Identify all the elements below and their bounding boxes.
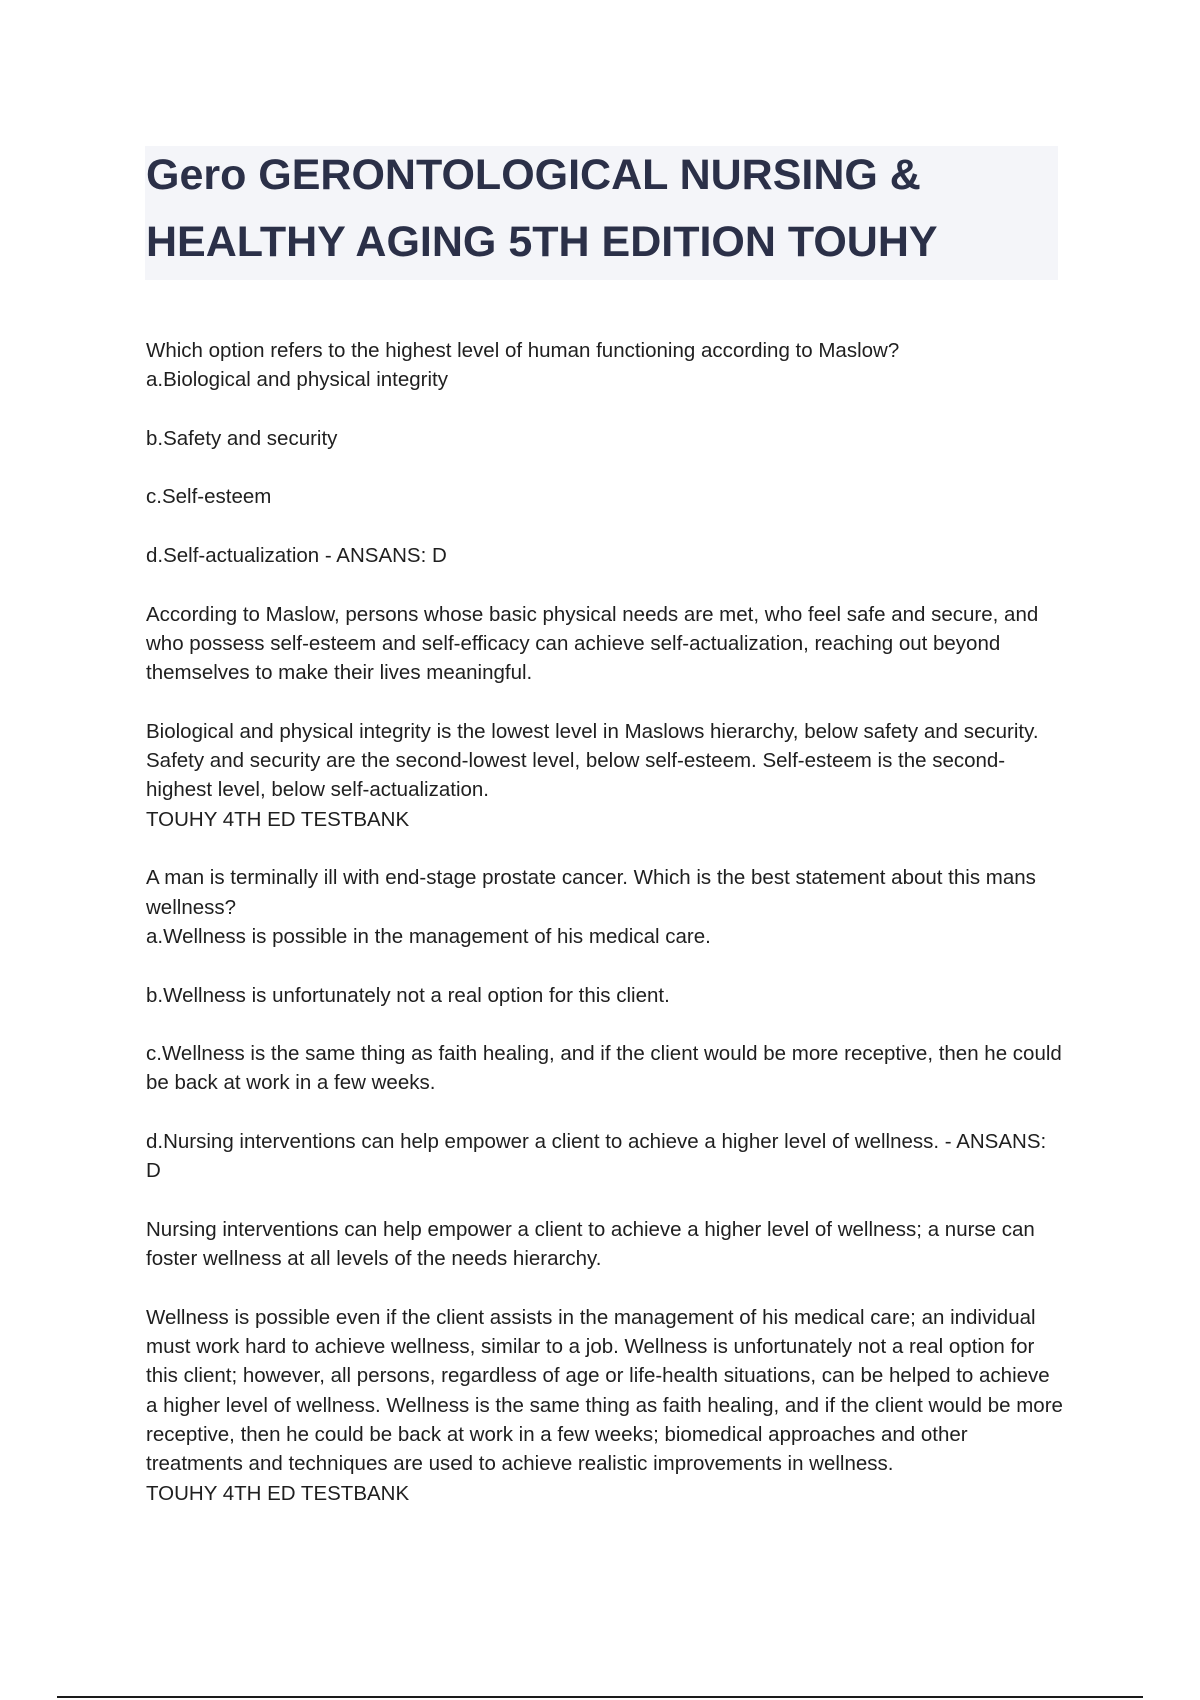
- answer-option: b.Safety and security: [146, 426, 338, 450]
- page-bottom-divider: [57, 1696, 1143, 1698]
- rationale-paragraph: Biological and physical integrity is the lowest level in Maslows hierarchy, below safety and security. Safety and security are the second-lowest level, below self-esteem. Self-esteem is the second-highest level, below self-actualization.: [146, 719, 1039, 802]
- document-title: Gero GERONTOLOGICAL NURSING & HEALTHY AGING 5TH EDITION TOUHY: [146, 151, 938, 266]
- answer-option: c.Self-esteem: [146, 485, 272, 509]
- rationale-paragraph: Nursing interventions can help empower a client to achieve a higher level of wellness; a nurse can foster wellness at all levels of the needs hierarchy.: [146, 1217, 1035, 1271]
- question-stem: A man is terminally ill with end-stage prostate cancer. Which is the best statement about this mans wellness?: [146, 866, 1036, 919]
- source-citation: TOUHY 4TH ED TESTBANK: [146, 807, 410, 831]
- answer-option-correct: d.Self-actualization - ANSANS: D: [146, 544, 447, 568]
- answer-option: a.Biological and physical integrity: [146, 368, 448, 392]
- document-body: [146, 336, 1066, 1508]
- answer-option: b.Wellness is unfortunately not a real option for this client.: [146, 983, 670, 1007]
- rationale-paragraph: Wellness is possible even if the client assists in the management of his medical care; an individual must work hard to achieve wellness, similar to a job. Wellness is unfortunately not a real option for this client; however, all persons, regardless of age or life-health situations, can be helped to achieve a higher level of wellness. Wellness is the same thing as faith healing, and if the client would be more receptive, then he could be back at work in a few weeks; biomedical approaches and other treatments and techniques are used to achieve realistic improvements in wellness.: [146, 1305, 1063, 1476]
- answer-option: a.Wellness is possible in the management of his medical care.: [146, 924, 711, 948]
- answer-option: c.Wellness is the same thing as faith healing, and if the client would be more receptive, then he could be back at work in a few weeks.: [146, 1042, 1062, 1095]
- question-stem: Which option refers to the highest level of human functioning according to Maslow?: [146, 339, 900, 362]
- answer-option-correct: d.Nursing interventions can help empower a client to achieve a higher level of wellness. - ANSANS: D: [146, 1130, 1047, 1183]
- source-citation: TOUHY 4TH ED TESTBANK: [146, 1481, 410, 1505]
- rationale-paragraph: According to Maslow, persons whose basic physical needs are met, who feel safe and secure, and who possess self-esteem and self-efficacy can achieve self-actualization, reaching out beyond themselves to make their lives meaningful.: [146, 602, 1039, 685]
